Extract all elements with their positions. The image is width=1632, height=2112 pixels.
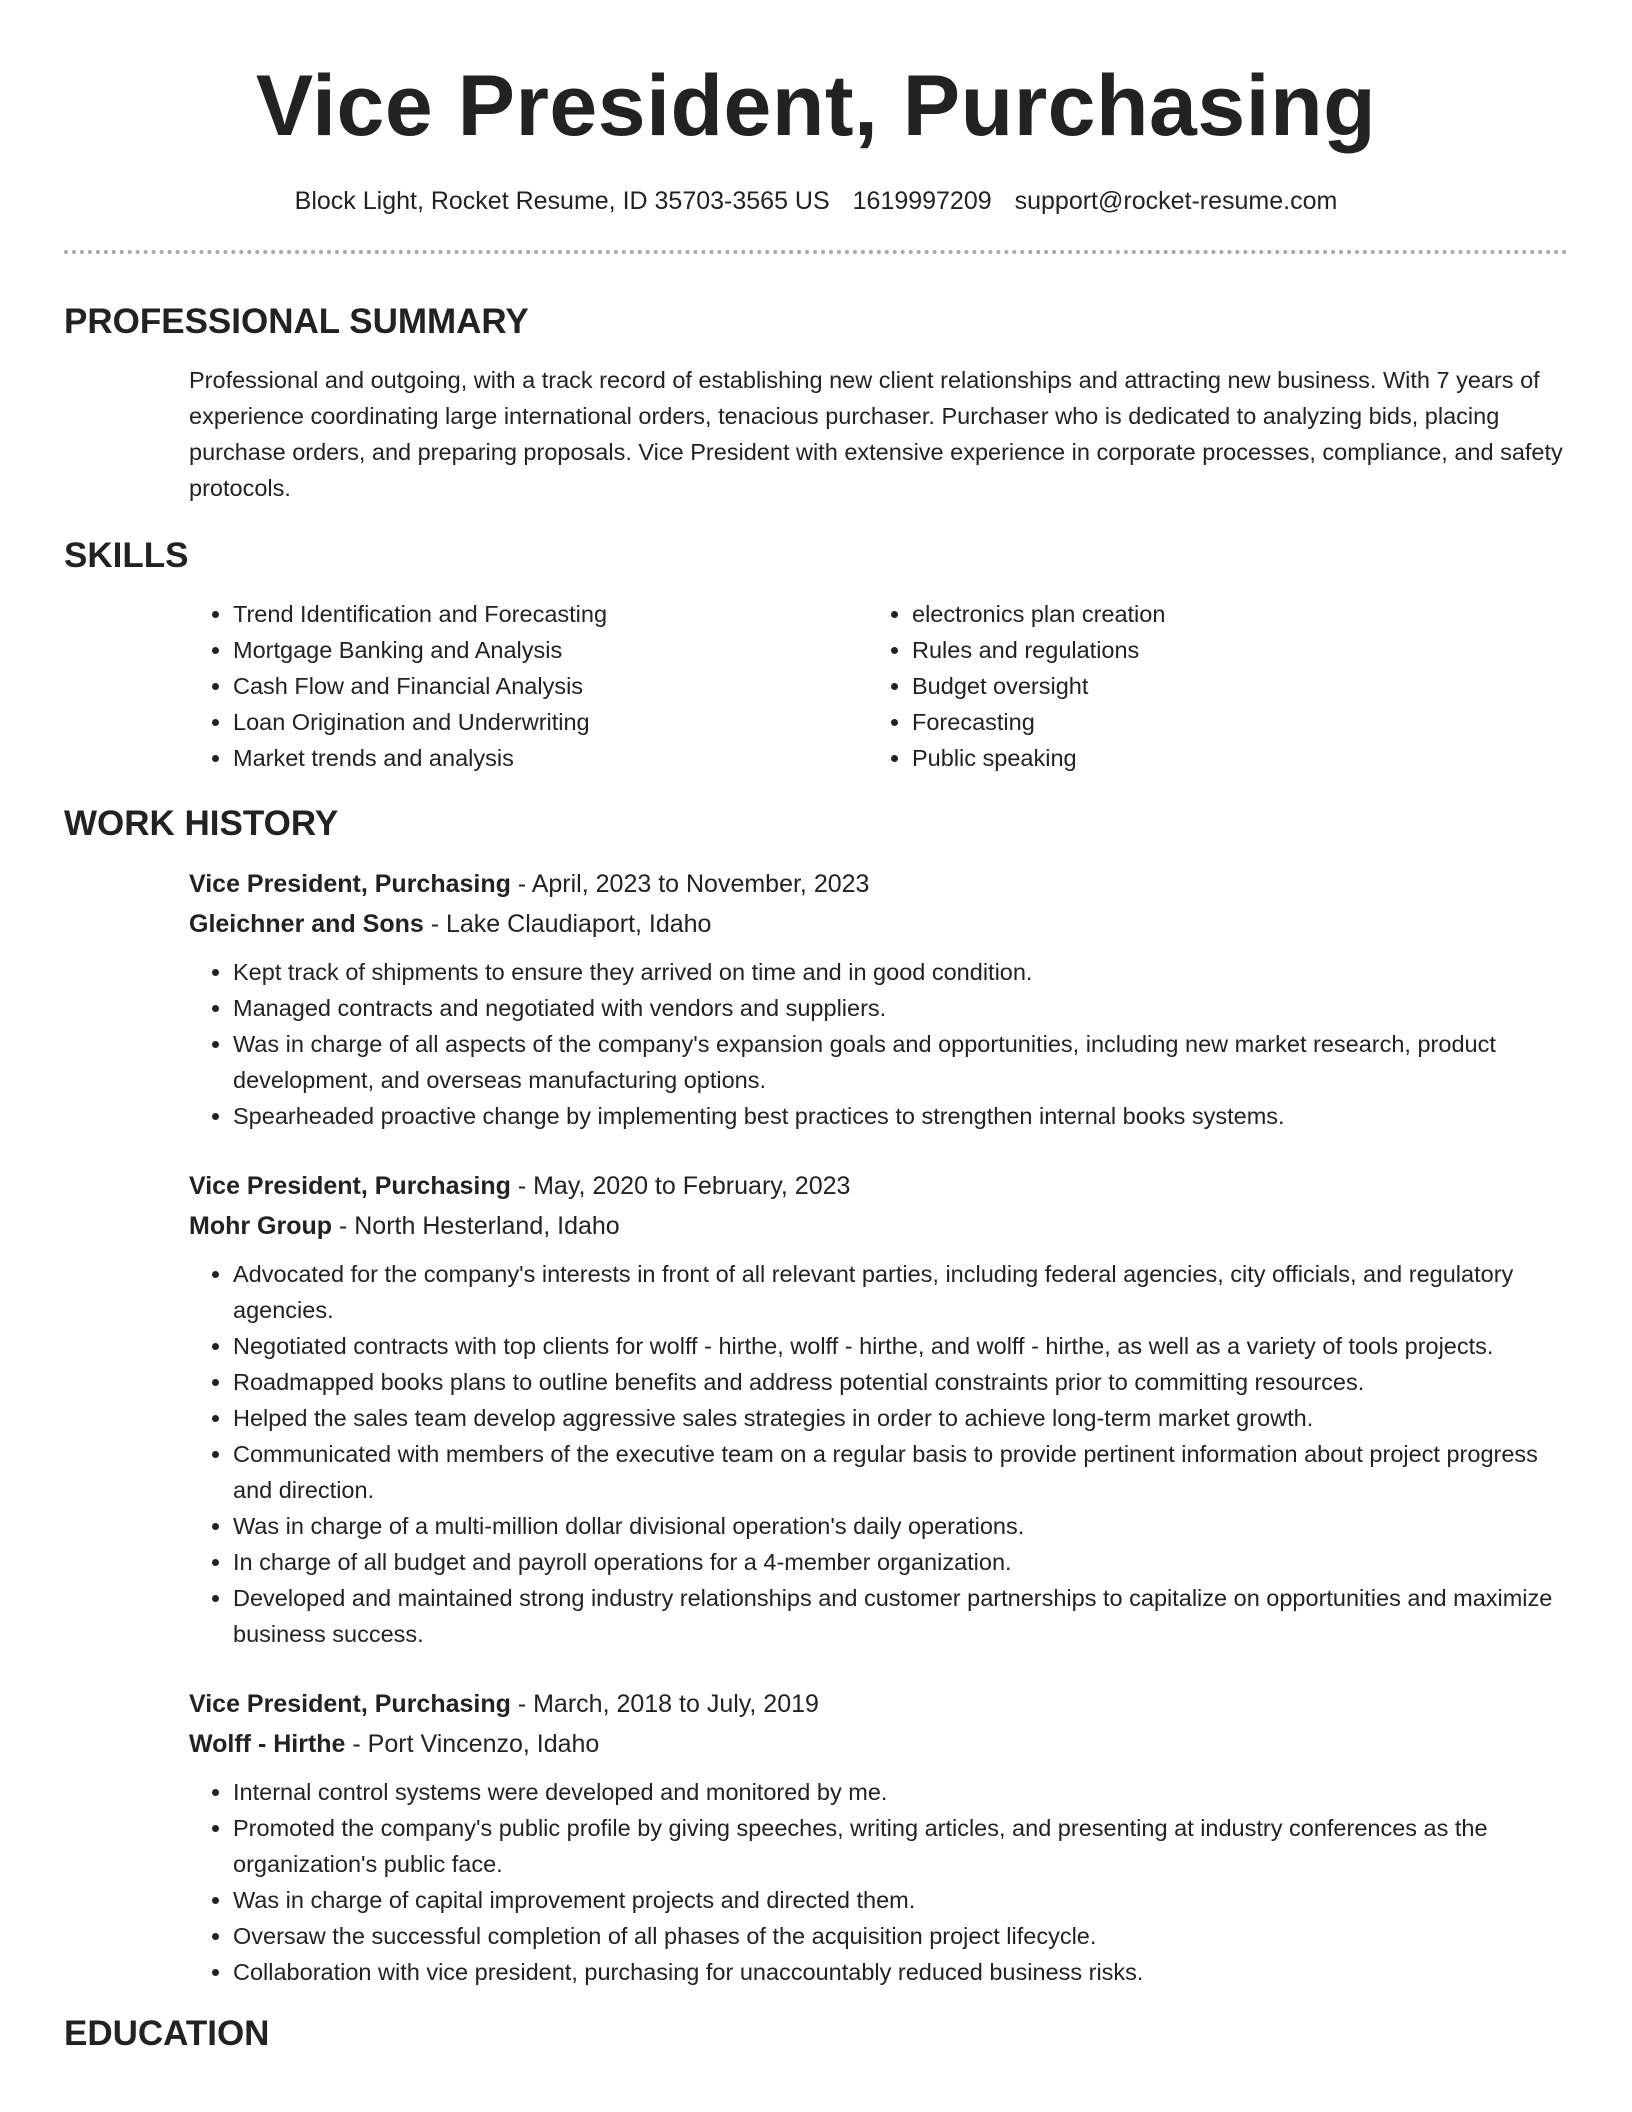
job-entry <box>189 864 1568 1134</box>
skill-item: • Budget oversight <box>912 668 1547 704</box>
skill-item: • Public speaking <box>912 740 1547 776</box>
job-company-line <box>189 1724 1568 1764</box>
skill-item: • Market trends and analysis <box>233 740 868 776</box>
skill-item: • Trend Identification and Forecasting <box>233 596 868 632</box>
job-location: - Lake Claudiaport, Idaho <box>423 910 712 938</box>
job-bullet: • Communicated with members of the executive team on a regular basis to provide pertinent information about project progress and direction. <box>233 1436 1568 1508</box>
contact-line <box>64 184 1568 218</box>
job-bullets <box>189 954 1568 1134</box>
job-entry <box>189 1166 1568 1652</box>
job-bullet: • Kept track of shipments to ensure they arrived on time and in good condition. <box>233 954 1568 990</box>
job-title: Vice President, Purchasing <box>189 870 511 898</box>
job-bullet: • Promoted the company's public profile by giving speeches, writing articles, and presenting at industry conferences as the organization's public face. <box>233 1810 1568 1882</box>
contact-email: support@rocket-resume.com <box>1014 187 1338 215</box>
job-company-line <box>189 904 1568 944</box>
job-title: Vice President, Purchasing <box>189 1172 511 1200</box>
job-title-line <box>189 1166 1568 1206</box>
job-company: Wolff - Hirthe <box>189 1730 346 1758</box>
skill-item: • Loan Origination and Underwriting <box>233 704 868 740</box>
job-dates: - April, 2023 to November, 2023 <box>510 870 870 898</box>
job-bullet: • Was in charge of all aspects of the company's expansion goals and opportunities, including new market research, product development, and overseas manufacturing options. <box>233 1026 1568 1098</box>
header-divider <box>64 250 1568 254</box>
resume-page <box>64 0 1568 2056</box>
job-bullet: • Internal control systems were developed and monitored by me. <box>233 1774 1568 1810</box>
skill-item: • electronics plan creation <box>912 596 1547 632</box>
skill-item: • Mortgage Banking and Analysis <box>233 632 868 668</box>
job-bullet: • Spearheaded proactive change by implementing best practices to strengthen internal books systems. <box>233 1098 1568 1134</box>
summary-text: Professional and outgoing, with a track record of establishing new client relationships and attracting new business. With 7 years of experience coordinating large international orders, tenacious purchaser. Purchaser who is dedicated to analyzing bids, placing purchase orders, and preparing proposals. Vice President with extensive experience in corporate processes, compliance, and safety protocols. <box>189 367 1563 501</box>
summary-heading: PROFESSIONAL SUMMARY <box>64 302 529 341</box>
skills-column-right <box>868 596 1547 776</box>
job-bullet: • Roadmapped books plans to outline benefits and address potential constraints prior to committing resources. <box>233 1364 1568 1400</box>
job-bullet: • Negotiated contracts with top clients for wolff - hirthe, wolff - hirthe, and wolff - hirthe, as well as a variety of tools projects. <box>233 1328 1568 1364</box>
education-heading: EDUCATION <box>64 2014 270 2053</box>
job-bullet: • Advocated for the company's interests in front of all relevant parties, including federal agencies, city officials, and regulatory agencies. <box>233 1256 1568 1328</box>
work-history-heading: WORK HISTORY <box>64 804 339 843</box>
job-bullets <box>189 1774 1568 1990</box>
skills-heading: SKILLS <box>64 536 189 575</box>
job-entry <box>189 1684 1568 1990</box>
contact-address: Block Light, Rocket Resume, ID 35703-3565 US <box>294 187 830 215</box>
job-title-line <box>189 864 1568 904</box>
job-company: Mohr Group <box>189 1212 333 1240</box>
job-bullet: • Was in charge of capital improvement projects and directed them. <box>233 1882 1568 1918</box>
skills-list <box>189 596 1568 776</box>
work-history-list <box>189 864 1568 1990</box>
job-company-line <box>189 1206 1568 1246</box>
job-title-line <box>189 1684 1568 1724</box>
job-bullet: • Was in charge of a multi-million dollar divisional operation's daily operations. <box>233 1508 1568 1544</box>
job-company: Gleichner and Sons <box>189 910 424 938</box>
skill-item: • Forecasting <box>912 704 1547 740</box>
resume-name: Vice President, Purchasing <box>255 58 1377 154</box>
job-location: - Port Vincenzo, Idaho <box>345 1730 600 1758</box>
job-bullet: • Developed and maintained strong industry relationships and customer partnerships to capitalize on opportunities and maximize business success. <box>233 1580 1568 1652</box>
job-dates: - May, 2020 to February, 2023 <box>510 1172 851 1200</box>
job-location: - North Hesterland, Idaho <box>332 1212 620 1240</box>
job-dates: - March, 2018 to July, 2019 <box>510 1690 819 1718</box>
contact-phone: 1619997209 <box>852 187 992 215</box>
skill-item: • Cash Flow and Financial Analysis <box>233 668 868 704</box>
job-bullet: • Helped the sales team develop aggressive sales strategies in order to achieve long-term market growth. <box>233 1400 1568 1436</box>
job-title: Vice President, Purchasing <box>189 1690 511 1718</box>
job-bullets <box>189 1256 1568 1652</box>
job-bullet: • In charge of all budget and payroll operations for a 4-member organization. <box>233 1544 1568 1580</box>
job-bullet: • Managed contracts and negotiated with vendors and suppliers. <box>233 990 1568 1026</box>
skill-item: • Rules and regulations <box>912 632 1547 668</box>
skills-column-left <box>189 596 868 776</box>
job-bullet: • Oversaw the successful completion of all phases of the acquisition project lifecycle. <box>233 1918 1568 1954</box>
job-bullet: • Collaboration with vice president, purchasing for unaccountably reduced business risks. <box>233 1954 1568 1990</box>
